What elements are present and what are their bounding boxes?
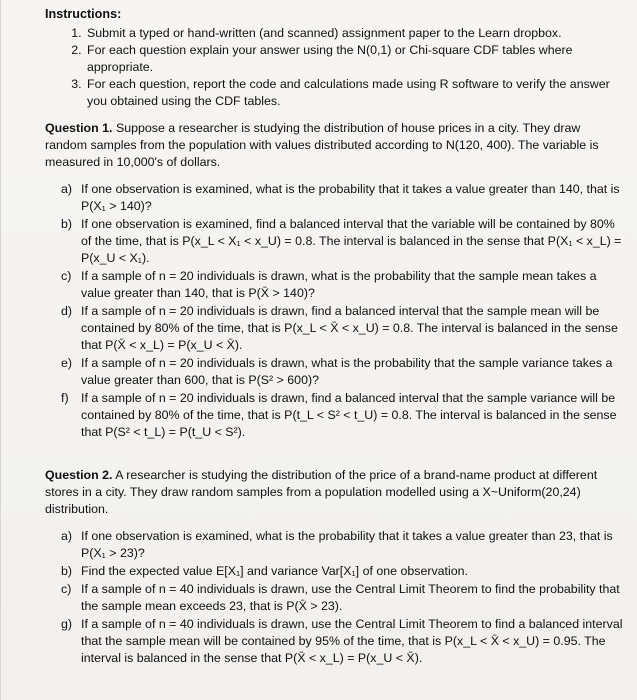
instructions-heading: Instructions: xyxy=(45,7,122,21)
part-letter: e) xyxy=(61,356,73,370)
question-1-text: Suppose a researcher is studying the distribution of house prices in a city. They draw random samples from the population with values distributed according to N(120, 400). The variable is measured in 10,000's of dollars. xyxy=(45,121,599,169)
part-letter: c) xyxy=(61,582,72,596)
question-part xyxy=(61,268,623,302)
instruction-item: 1. Submit a typed or hand-written (and scanned) assignment paper to the Learn dropbox. xyxy=(85,25,623,42)
question-1-title: Question 1. xyxy=(45,121,113,135)
question-2-intro xyxy=(45,467,623,518)
question-part xyxy=(61,563,623,580)
part-text: If a sample of n = 40 individuals is drawn, use the Central Limit Theorem to find the probability that the sample mean exceeds 23, that is P(X̄ > 23). xyxy=(81,582,620,613)
part-letter: a) xyxy=(61,529,73,543)
part-letter: d) xyxy=(61,304,73,318)
part-text: If a sample of n = 20 individuals is drawn, find a balanced interval that the sample variance will be contained by 80% of the time, that is P(t_L < S² < t_U) = 0.8. The interval is balanced in the sense that P(S² < t_L) = P(t_U < S²). xyxy=(81,391,617,439)
part-letter: f) xyxy=(61,391,69,405)
part-letter: g) xyxy=(61,617,73,631)
question-2-text: A researcher is studying the distribution of the price of a brand-name product at different stores in a city. They draw random samples from a population modelled using a X~Uniform(20,24) distribution. xyxy=(45,468,598,516)
part-text: If a sample of n = 20 individuals is drawn, find a balanced interval that the sample mean will be contained by 80% of the time, that is P(x_L < X̄ < x_U) = 0.8. The interval is balanced in the sense that P(X̄ < x_L) = P(x_U < X̄). xyxy=(81,304,618,352)
part-letter: b) xyxy=(61,217,73,231)
part-text: If one observation is examined, what is the probability that it takes a value greater than 140, that is P(X₁ > 140)? xyxy=(81,182,620,213)
question-1-intro xyxy=(45,120,623,171)
part-text: If one observation is examined, find a balanced interval that the variable will be contained by 80% of the time, that is P(x_L < X₁ < x_U) = 0.8. The interval is balanced in the sense that P(X₁ < x_L) = P(x_U < X₁). xyxy=(81,217,622,265)
question-part xyxy=(61,303,623,354)
instructions-list xyxy=(45,25,623,110)
instruction-item: 3. For each question, report the code and calculations made using R software to verify the answer you obtained using the CDF tables. xyxy=(85,76,623,110)
question-2-title: Question 2. xyxy=(45,468,113,482)
question-2-parts xyxy=(45,528,623,667)
question-part xyxy=(61,355,623,389)
part-text: If a sample of n = 40 individuals is drawn, use the Central Limit Theorem to find a balanced interval that the sample mean will be contained by 95% of the time, that is P(x_L < X̄ < x_U) = 0.95. The interval is balanced in the sense that P(X̄ < x_L) = P(x_U < X̄). xyxy=(81,617,623,665)
instruction-item: 2. For each question explain your answer using the N(0,1) or Chi-square CDF tables where appropriate. xyxy=(85,42,623,76)
part-text: If a sample of n = 20 individuals is drawn, what is the probability that the sample variance takes a value greater than 600, that is P(S² > 600)? xyxy=(81,356,613,387)
part-text: If a sample of n = 20 individuals is drawn, what is the probability that the sample mean takes a value greater than 140, that is P(X̄ > 140)? xyxy=(81,269,597,300)
question-part xyxy=(61,616,623,667)
question-part xyxy=(61,528,623,562)
part-letter: c) xyxy=(61,269,72,283)
question-1-parts xyxy=(45,181,623,441)
question-part xyxy=(61,181,623,215)
part-letter: a) xyxy=(61,182,73,196)
question-part xyxy=(61,390,623,441)
question-1 xyxy=(45,120,623,441)
part-text: If one observation is examined, what is the probability that it takes a value greater than 23, that is P(X₁ > 23)? xyxy=(81,529,613,560)
part-letter: b) xyxy=(61,564,73,578)
part-text: Find the expected value E[X₁] and variance Var[X₁] of one observation. xyxy=(81,564,468,578)
question-part xyxy=(61,216,623,267)
question-part xyxy=(61,581,623,615)
question-2 xyxy=(45,467,623,667)
